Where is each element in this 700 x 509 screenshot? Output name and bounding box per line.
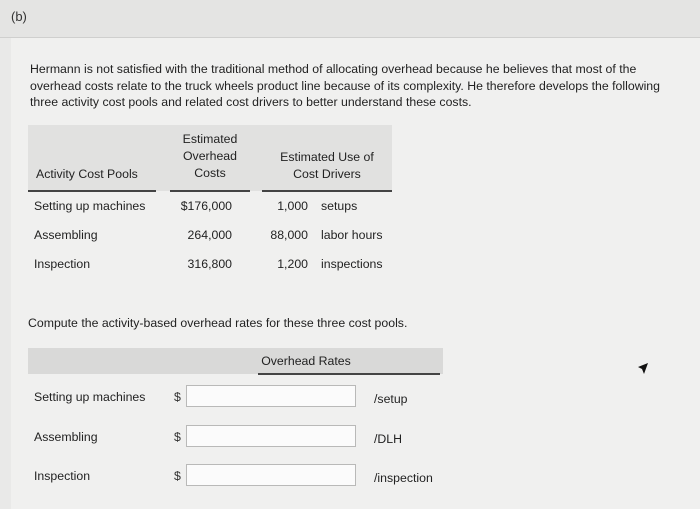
intro-paragraph: Hermann is not satisfied with the traditional method of allocating overhead because he believes that most of the overhead costs relate to the truck wheels product line because of its complexity. He therefore develops the following three activity cost pools and related cost drivers to better understand these costs. [30,62,660,109]
part-label: (b) [11,9,27,24]
mouse-cursor-icon [637,362,649,376]
header-overhead-rates: Overhead Rates [261,354,351,368]
cost-driver-unit: labor hours [321,228,383,242]
rate-row-label: Setting up machines [34,390,146,404]
rate-row-label: Assembling [34,430,98,444]
compute-instruction: Compute the activity-based overhead rates for these three cost pools. [28,316,408,330]
cost-driver-unit: setups [321,199,358,213]
rates-table-header [28,348,443,374]
cost-pool-overhead: 264,000 [187,228,232,242]
header-rule [258,373,440,375]
currency-symbol: $ [174,430,181,444]
currency-symbol: $ [174,390,181,404]
cost-pool-name: Inspection [34,257,91,271]
cost-driver-quantity: 88,000 [270,228,308,242]
cost-driver-unit: inspections [321,257,383,271]
header-activity-cost-pools: Activity Cost Pools [36,167,138,181]
assembling-rate-input[interactable] [186,425,356,447]
cost-driver-quantity: 1,200 [277,257,308,271]
header-rule [28,190,156,192]
currency-symbol: $ [174,469,181,483]
rate-unit: /DLH [374,432,403,446]
cost-pool-name: Setting up machines [34,199,146,213]
rate-row-label: Inspection [34,469,91,483]
setting-up-machines-rate-input[interactable] [186,385,356,407]
header-rule [170,190,250,192]
header-rule [262,190,392,192]
header-estimated-overhead-costs: Estimated Overhead Costs [182,132,238,180]
inspection-rate-input[interactable] [186,464,356,486]
part-header-bar [0,0,700,38]
rate-unit: /setup [374,392,408,406]
header-estimated-use-of-cost-drivers: Estimated Use of Cost Drivers [280,150,374,181]
cost-driver-quantity: 1,000 [277,199,308,213]
cost-pool-name: Assembling [34,228,98,242]
cost-pool-overhead: 316,800 [187,257,232,271]
rate-unit: /inspection [374,471,433,485]
cost-pool-overhead: $176,000 [180,199,232,213]
